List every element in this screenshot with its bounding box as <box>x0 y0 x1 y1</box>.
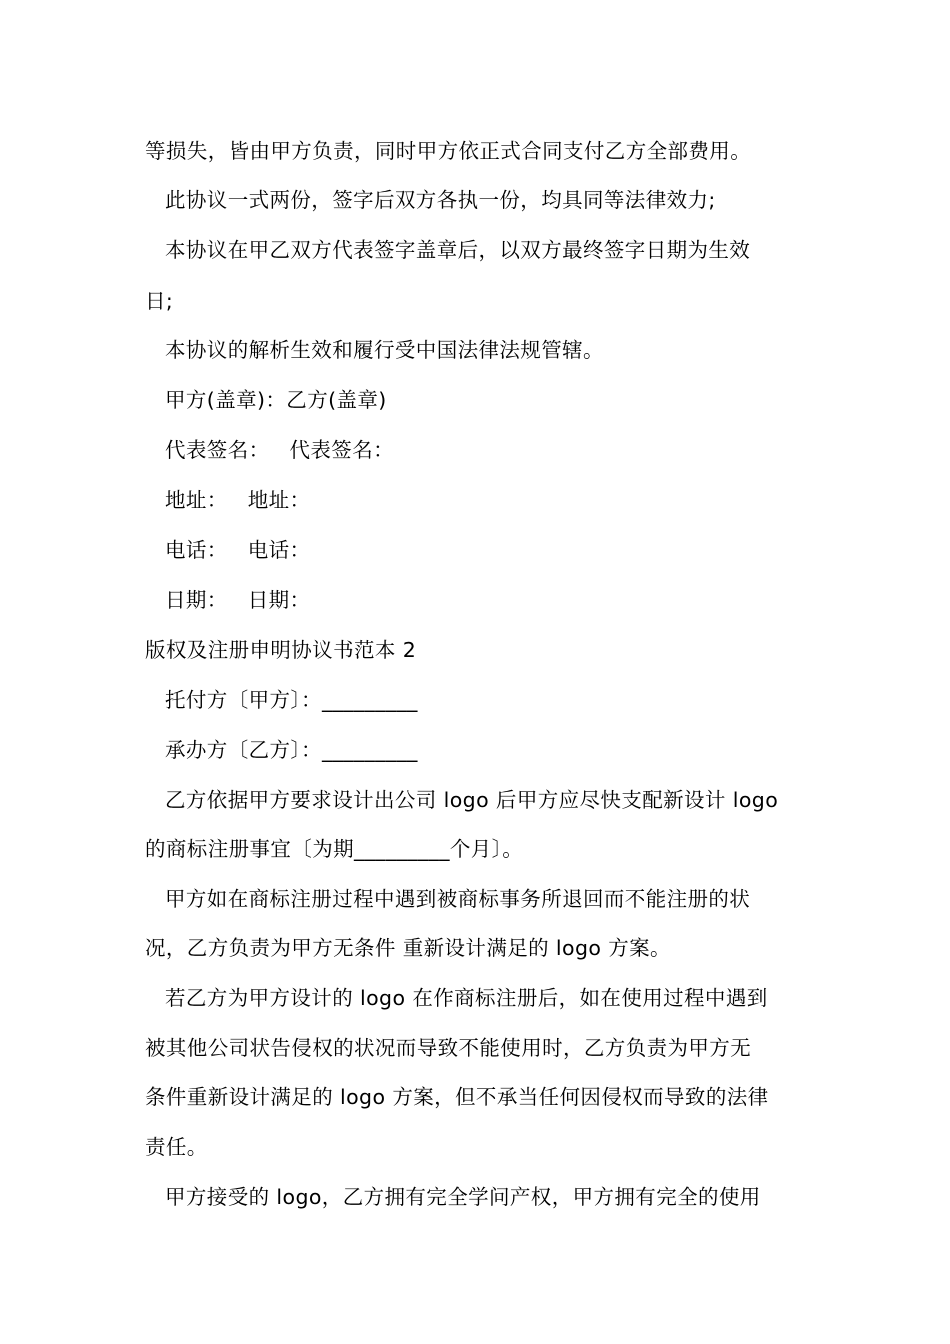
signature-row <box>165 436 394 464</box>
paragraph-line: 的商标注册事宜〔为期_________个月〕。 <box>145 837 524 861</box>
party-a-date-label: 日期： <box>165 588 228 612</box>
paragraph-line: 况，乙方负责为甲方无条件 重新设计满足的 logo 方案。 <box>145 936 671 960</box>
paragraph-line: 本协议在甲乙双方代表签字盖章后，以双方最终签字日期为生效 <box>165 238 751 262</box>
paragraph-line: 等损失，皆由甲方负责，同时甲方依正式合同支付乙方全部费用。 <box>145 139 752 163</box>
party-b-line: 承办方〔乙方〕：_________ <box>165 738 418 762</box>
phone-row <box>165 536 310 564</box>
paragraph-line: 甲方接受的 logo，乙方拥有完全学问产权，甲方拥有完全的使用 <box>165 1185 761 1209</box>
party-a-phone-label: 电话： <box>165 538 228 562</box>
signature-line: 甲方(盖章)：乙方(盖章) <box>165 388 387 412</box>
party-a-line: 托付方〔甲方〕：_________ <box>165 688 418 712</box>
paragraph-line: 本协议的解析生效和履行受中国法律法规管辖。 <box>165 338 604 362</box>
paragraph-line: 责任。 <box>145 1135 208 1159</box>
section-heading: 版权及注册申明协议书范本 2 <box>145 638 417 662</box>
paragraph-line: 乙方依据甲方要求设计出公司 logo 后甲方应尽快支配新设计 logo <box>165 788 779 812</box>
paragraph-line: 日; <box>145 289 174 313</box>
paragraph-line: 条件重新设计满足的 logo 方案，但不承当任何因侵权而导致的法律 <box>145 1085 769 1109</box>
date-row <box>165 586 310 614</box>
party-b-address-label: 地址： <box>247 488 311 512</box>
address-row <box>165 486 310 514</box>
paragraph-line: 此协议一式两份，签字后双方各执一份，均具同等法律效力; <box>165 188 716 212</box>
paragraph-line: 甲方如在商标注册过程中遇到被商标事务所退回而不能注册的状 <box>165 887 751 911</box>
party-b-phone-label: 电话： <box>247 538 311 562</box>
paragraph-line: 若乙方为甲方设计的 logo 在作商标注册后，如在使用过程中遇到 <box>165 986 768 1010</box>
party-a-address-label: 地址： <box>165 488 228 512</box>
party-b-representative-label: 代表签名： <box>289 438 394 462</box>
paragraph-line: 被其他公司状告侵权的状况而导致不能使用时，乙方负责为甲方无 <box>145 1036 752 1060</box>
party-b-date-label: 日期： <box>247 588 311 612</box>
party-a-representative-label: 代表签名： <box>165 438 270 462</box>
